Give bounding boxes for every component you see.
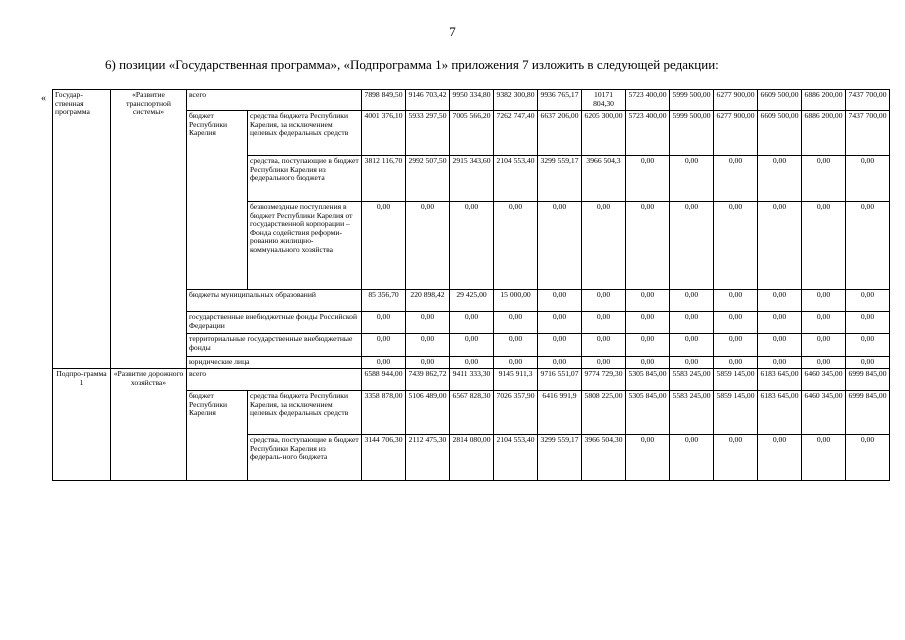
value-cell: 5305 845,00 — [626, 369, 670, 391]
value-cell: 2915 343,60 — [450, 156, 494, 202]
value-cell: 6999 845,00 — [846, 391, 890, 435]
value-cell: 0,00 — [846, 156, 890, 202]
value-cell: 0,00 — [582, 357, 626, 369]
source-label: государственные внебюджетные фонды Российской Федерации — [187, 312, 362, 334]
value-cell: 5859 145,00 — [714, 391, 758, 435]
value-cell: 0,00 — [494, 312, 538, 334]
value-cell: 0,00 — [538, 357, 582, 369]
value-cell: 0,00 — [758, 334, 802, 357]
value-cell: 220 898,42 — [406, 290, 450, 312]
value-cell: 0,00 — [758, 357, 802, 369]
value-cell: 0,00 — [494, 334, 538, 357]
value-cell: 0,00 — [450, 312, 494, 334]
value-cell: 0,00 — [802, 312, 846, 334]
value-cell: 9774 729,30 — [582, 369, 626, 391]
value-cell: 0,00 — [626, 202, 670, 290]
value-cell: 3299 559,17 — [538, 156, 582, 202]
value-cell: 0,00 — [406, 357, 450, 369]
value-cell: 0,00 — [846, 357, 890, 369]
value-cell: 0,00 — [846, 290, 890, 312]
value-cell: 0,00 — [670, 435, 714, 481]
value-cell: 0,00 — [846, 312, 890, 334]
value-cell: 3358 878,00 — [362, 391, 406, 435]
value-cell: 5305 845,00 — [626, 391, 670, 435]
value-cell: 6609 500,00 — [758, 111, 802, 156]
value-cell: 0,00 — [846, 435, 890, 481]
value-cell: 3299 559,17 — [538, 435, 582, 481]
value-cell: 0,00 — [362, 312, 406, 334]
value-cell: 5933 297,50 — [406, 111, 450, 156]
program-name-cell: «Развитие транспортной системы» — [111, 90, 187, 369]
program-status-cell: Государ-ственная программа — [53, 90, 111, 369]
value-cell: 0,00 — [670, 334, 714, 357]
source-label: юридические лица — [187, 357, 362, 369]
value-cell: 5583 245,00 — [670, 391, 714, 435]
row-prog-total — [53, 90, 890, 111]
value-cell: 0,00 — [802, 290, 846, 312]
value-cell: 0,00 — [626, 357, 670, 369]
value-cell: 6567 828,30 — [450, 391, 494, 435]
value-cell: 7439 862,72 — [406, 369, 450, 391]
value-cell: 3812 116,70 — [362, 156, 406, 202]
value-cell: 6886 200,00 — [802, 111, 846, 156]
value-cell: 4001 376,10 — [362, 111, 406, 156]
value-cell: 0,00 — [626, 290, 670, 312]
value-cell: 5723 400,00 — [626, 90, 670, 111]
value-cell: 0,00 — [714, 312, 758, 334]
source-label: бюджеты муниципальных образований — [187, 290, 362, 312]
value-cell: 5583 245,00 — [670, 369, 714, 391]
value-cell: 0,00 — [802, 334, 846, 357]
value-cell: 6277 900,00 — [714, 90, 758, 111]
value-cell: 9950 334,80 — [450, 90, 494, 111]
value-cell: 3966 504,3 — [582, 156, 626, 202]
opening-quote: « — [41, 93, 46, 104]
value-cell: 6183 645,00 — [758, 391, 802, 435]
subprogram-name-cell: «Развитие дорожного хозяйства» — [111, 369, 187, 481]
source-label: средства бюджета Республики Карелия, за исключением целевых федеральных средств — [248, 391, 362, 435]
value-cell: 0,00 — [626, 312, 670, 334]
value-cell: 0,00 — [714, 435, 758, 481]
value-cell: 5859 145,00 — [714, 369, 758, 391]
subprogram-status-cell: Подпро-грамма 1 — [53, 369, 111, 481]
value-cell: 3144 706,30 — [362, 435, 406, 481]
value-cell: 9716 551,07 — [538, 369, 582, 391]
value-cell: 0,00 — [538, 290, 582, 312]
value-cell: 0,00 — [582, 334, 626, 357]
value-cell: 29 425,00 — [450, 290, 494, 312]
value-cell: 9411 333,30 — [450, 369, 494, 391]
value-cell: 9146 703,42 — [406, 90, 450, 111]
value-cell: 0,00 — [582, 202, 626, 290]
page-number: 7 — [449, 24, 456, 39]
value-cell: 0,00 — [450, 334, 494, 357]
value-cell: 0,00 — [626, 156, 670, 202]
value-cell: 0,00 — [758, 156, 802, 202]
value-cell: 0,00 — [714, 156, 758, 202]
budget-table — [52, 89, 890, 481]
value-cell: 0,00 — [802, 357, 846, 369]
source-label: средства, поступающие в бюджет Республики Карелия из федерального бюджета — [248, 156, 362, 202]
value-cell: 0,00 — [538, 202, 582, 290]
value-cell: 0,00 — [846, 202, 890, 290]
value-cell: 0,00 — [802, 202, 846, 290]
source-label: средства бюджета Республики Карелия, за исключением целевых федеральных средств — [248, 111, 362, 156]
value-cell: 6183 645,00 — [758, 369, 802, 391]
value-cell: 0,00 — [846, 334, 890, 357]
value-cell: 7437 700,00 — [846, 111, 890, 156]
value-cell: 0,00 — [450, 357, 494, 369]
value-cell: 0,00 — [362, 357, 406, 369]
value-cell: 7437 700,00 — [846, 90, 890, 111]
value-cell: 6999 845,00 — [846, 369, 890, 391]
value-cell: 9936 765,17 — [538, 90, 582, 111]
value-cell: 0,00 — [714, 357, 758, 369]
value-cell: 0,00 — [670, 357, 714, 369]
value-cell: 0,00 — [670, 290, 714, 312]
value-cell: 0,00 — [406, 334, 450, 357]
value-cell: 6205 300,00 — [582, 111, 626, 156]
value-cell: 0,00 — [714, 290, 758, 312]
value-cell: 0,00 — [406, 312, 450, 334]
value-cell: 6416 991,9 — [538, 391, 582, 435]
value-cell: 2992 507,50 — [406, 156, 450, 202]
value-cell: 3966 504,30 — [582, 435, 626, 481]
value-cell: 0,00 — [714, 202, 758, 290]
value-cell: 0,00 — [494, 357, 538, 369]
value-cell: 5999 500,00 — [670, 90, 714, 111]
value-cell: 6886 200,00 — [802, 90, 846, 111]
value-cell: 6460 345,00 — [802, 369, 846, 391]
value-cell: 0,00 — [450, 202, 494, 290]
row-sub-total — [53, 369, 890, 391]
budget-rk-label: бюджет Республики Карелия — [187, 111, 248, 290]
value-cell: 0,00 — [538, 312, 582, 334]
value-cell: 6637 206,00 — [538, 111, 582, 156]
source-label: всего — [187, 90, 362, 111]
source-label: всего — [187, 369, 362, 391]
value-cell: 9145 911,3 — [494, 369, 538, 391]
value-cell: 0,00 — [362, 334, 406, 357]
value-cell: 7262 747,40 — [494, 111, 538, 156]
value-cell: 7005 566,20 — [450, 111, 494, 156]
value-cell: 5808 225,00 — [582, 391, 626, 435]
intro-text: 6) позиции «Государственная программа», «Подпрограмма 1» приложения 7 изложить в следующей редакции: — [105, 57, 719, 72]
value-cell: 0,00 — [406, 202, 450, 290]
value-cell: 9382 300,80 — [494, 90, 538, 111]
value-cell: 6277 900,00 — [714, 111, 758, 156]
value-cell: 0,00 — [582, 312, 626, 334]
value-cell: 5723 400,00 — [626, 111, 670, 156]
value-cell: 10171 804,30 — [582, 90, 626, 111]
value-cell: 0,00 — [758, 202, 802, 290]
value-cell: 6609 500,00 — [758, 90, 802, 111]
value-cell: 0,00 — [802, 156, 846, 202]
value-cell: 0,00 — [802, 435, 846, 481]
value-cell: 2104 553,40 — [494, 156, 538, 202]
value-cell: 0,00 — [362, 202, 406, 290]
value-cell: 7026 357,90 — [494, 391, 538, 435]
value-cell: 0,00 — [582, 290, 626, 312]
value-cell: 0,00 — [758, 312, 802, 334]
value-cell: 2104 553,40 — [494, 435, 538, 481]
value-cell: 6588 944,00 — [362, 369, 406, 391]
value-cell: 0,00 — [494, 202, 538, 290]
source-label: территориальные государственные внебюджетные фонды — [187, 334, 362, 357]
value-cell: 0,00 — [670, 156, 714, 202]
value-cell: 5999 500,00 — [670, 111, 714, 156]
value-cell: 2112 475,30 — [406, 435, 450, 481]
value-cell: 0,00 — [626, 435, 670, 481]
value-cell: 7898 849,50 — [362, 90, 406, 111]
value-cell: 2814 080,00 — [450, 435, 494, 481]
value-cell: 0,00 — [670, 202, 714, 290]
value-cell: 15 000,00 — [494, 290, 538, 312]
value-cell: 0,00 — [538, 334, 582, 357]
budget-rk-label: бюджет Республики Карелия — [187, 391, 248, 481]
source-label: безвозмездные поступления в бюджет Республики Карелия от государственной корпорации – Фонда содействия реформи-рованию жилищно-коммунального хозяйства — [248, 202, 362, 290]
value-cell: 0,00 — [758, 290, 802, 312]
source-label: средства, поступающие в бюджет Республики Карелия из федераль-ного бюджета — [248, 435, 362, 481]
value-cell: 0,00 — [670, 312, 714, 334]
value-cell: 0,00 — [626, 334, 670, 357]
value-cell: 6460 345,00 — [802, 391, 846, 435]
value-cell: 85 356,70 — [362, 290, 406, 312]
value-cell: 5106 489,00 — [406, 391, 450, 435]
value-cell: 0,00 — [714, 334, 758, 357]
value-cell: 0,00 — [758, 435, 802, 481]
